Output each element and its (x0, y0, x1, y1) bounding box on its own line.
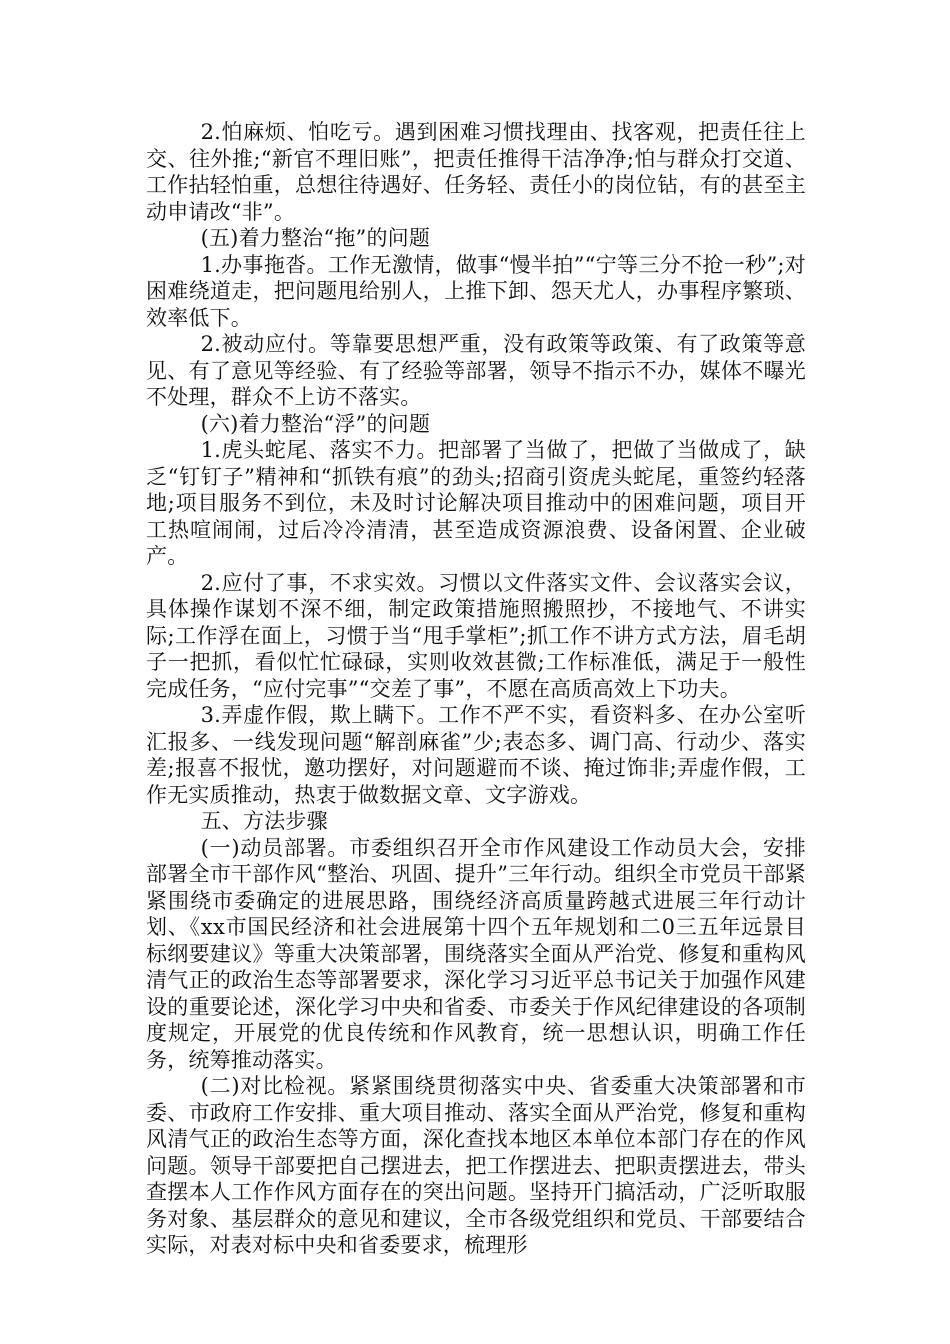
document-body (146, 119, 806, 1259)
paragraph-self-examination: (二)对比检视。紧紧围绕贯彻落实中央、省委重大决策部署和市委、市政府工作安排、重大项目推动、落实全面从严治党，修复和重构风清气正的政治生态等方面，深化查找本地区本单位本部门存在的作风问题。领导干部要把自己摆进去，把工作摆进去、把职责摆进去，带头查摆本人工作作风方面存在的突出问题。坚持开门搞活动，广泛听取服务对象、基层群众的意见和建议，全市各级党组织和党员、干部要结合实际，对表对标中央和省委要求，梳理形 (146, 1074, 806, 1257)
section-heading-fu: (六)着力整治“浮”的问题 (200, 411, 431, 436)
paragraph-passive-response: 2.被动应付。等靠要思想严重，没有政策等政策、有了政策等意见、有了意见等经验、有了经验等部署，领导不指示不办，媒体不曝光不处理，群众不上访不落实。 (146, 332, 806, 409)
paragraph-fear-trouble: 2.怕麻烦、怕吃亏。遇到困难习惯找理由、找客观，把责任往上交、往外推;“新官不理旧账”，把责任推得干洁净净;怕与群众打交道、工作拈轻怕重，总想往待遇好、任务轻、责任小的岗位钻，有的甚至主动申请改“非”。 (146, 120, 806, 224)
paragraph-procrastination: 1.办事拖沓。工作无激情，做事“慢半拍”“宁等三分不抢一秒”;对困难绕道走，把问题甩给别人，上推下卸、怨天尤人，办事程序繁琐、效率低下。 (146, 252, 806, 330)
paragraph-mobilization: (一)动员部署。市委组织召开全市作风建设工作动员大会，安排部署全市干部作风“整治、巩固、提升”三年行动。组织全市党员干部紧紧围绕市委确定的进展思路，围绕经济高质量跨越式进展三年行动计划、《xx市国民经济和社会进展第十四个五年规划和二0三五年远景目标纲要建议》等重大决策部署，围绕落实全面从严治党、修复和重构风清气正的政治生态等部署要求，深化学习习近平总书记关于加强作风建设的重要论述，深化学习中央和省委、市委关于作风纪律建设的各项制度规定，开展党的优良传统和作风教育，统一思想认识，明确工作任务，统筹推动落实。 (146, 835, 806, 1072)
paragraph-poor-follow-through: 1.虎头蛇尾、落实不力。把部署了当做了，把做了当做成了，缺乏“钉钉子”精神和“抓铁有痕”的劲头;招商引资虎头蛇尾，重签约轻落地;项目服务不到位，未及时讨论解决项目推动中的困难问题，项目开工热喧闹闹，过后冷冷清清，甚至造成资源浪费、设备闲置、企业破产。 (146, 438, 806, 568)
paragraph-perfunctory: 2.应付了事，不求实效。习惯以文件落实文件、会议落实会议，具体操作谋划不深不细，制定政策措施照搬照抄，不接地气、不讲实际;工作浮在面上，习惯于当“甩手掌柜”;抓工作不讲方式方法，眉毛胡子一把抓，看似忙忙碌碌，实则收效甚微;工作标准低，满足于一般性完成任务，“应付完事”“交差了事”，不愿在高质高效上下功夫。 (146, 570, 806, 701)
section-heading-methods: 五、方法步骤 (200, 809, 328, 833)
section-heading-tuo: (五)着力整治“拖”的问题 (200, 226, 431, 250)
paragraph-falsification: 3.弄虚作假，欺上瞒下。工作不严不实，看资料多、在办公室听汇报多、一线发现问题“解剖麻雀”少;表态多、调门高、行动少、落实差;报喜不报忧，邀功摆好，对问题避而不谈、掩过饰非;弄虚作假，工作无实质推动，热衷于做数据文章、文字游戏。 (146, 703, 806, 807)
